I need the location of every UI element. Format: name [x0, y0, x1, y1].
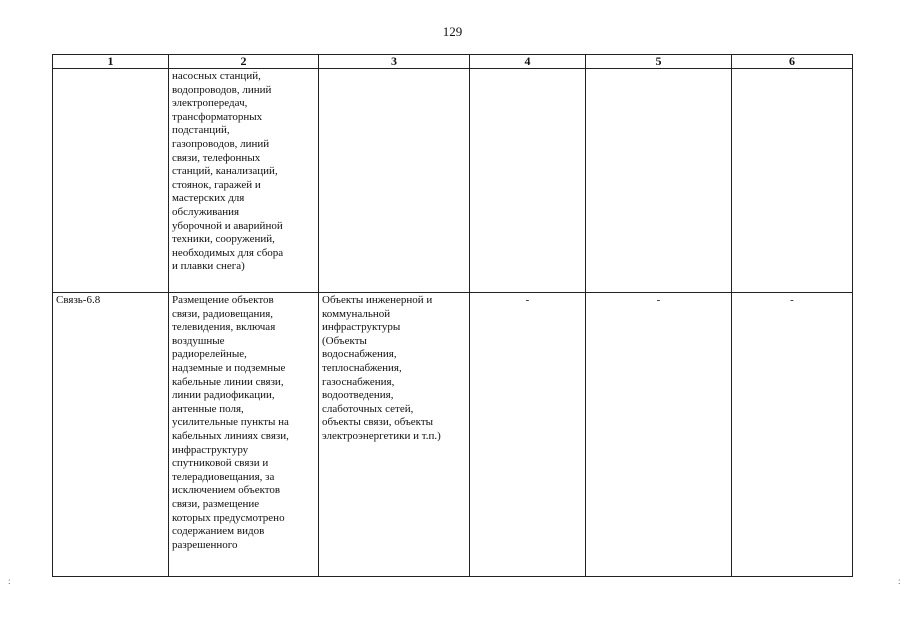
column-header-3: 3	[319, 55, 470, 69]
cell-col5: -	[586, 293, 732, 577]
column-header-4: 4	[470, 55, 586, 69]
table-row	[53, 69, 853, 293]
page-number: 129	[442, 24, 463, 39]
table-header-row	[53, 55, 853, 69]
scan-margin-mark-right: :	[898, 576, 901, 586]
document-table	[52, 54, 853, 577]
cell-objects	[319, 69, 470, 293]
column-header-1: 1	[53, 55, 169, 69]
table-row	[53, 293, 853, 577]
column-header-5: 5	[586, 55, 732, 69]
cell-col4	[470, 69, 586, 293]
cell-objects: Объекты инженерной и коммунальной инфраструктуры (Объекты водоснабжения, теплоснабжения, газоснабжения, водоотведения, слаботочных сетей, объекты связи, объекты электроэнергетики и т.п.)	[319, 293, 470, 577]
cell-code	[53, 69, 169, 293]
cell-col6: -	[732, 293, 853, 577]
cell-code: Связь-6.8	[53, 293, 169, 577]
cell-col6	[732, 69, 853, 293]
cell-col5	[586, 69, 732, 293]
column-header-6: 6	[732, 55, 853, 69]
cell-description: насосных станций, водопроводов, линий электропередач, трансформаторных подстанций, газопроводов, линий связи, телефонных станций, канализаций, стоянок, гаражей и мастерских для обслуживания уборочной и аварийной техники, сооружений, необходимых для сбора и плавки снега)	[169, 69, 319, 293]
scan-margin-mark-left: :	[8, 576, 11, 586]
cell-description: Размещение объектов связи, радиовещания, телевидения, включая воздушные радиорелейные, надземные и подземные кабельные линии связи, линии радиофикации, антенные поля, усилительные пункты на кабельных линиях связи, инфраструктуру спутниковой связи и телерадиовещания, за исключением объектов связи, размещение которых предусмотрено содержанием видов разрешенного	[169, 293, 319, 577]
cell-col4: -	[470, 293, 586, 577]
column-header-2: 2	[169, 55, 319, 69]
